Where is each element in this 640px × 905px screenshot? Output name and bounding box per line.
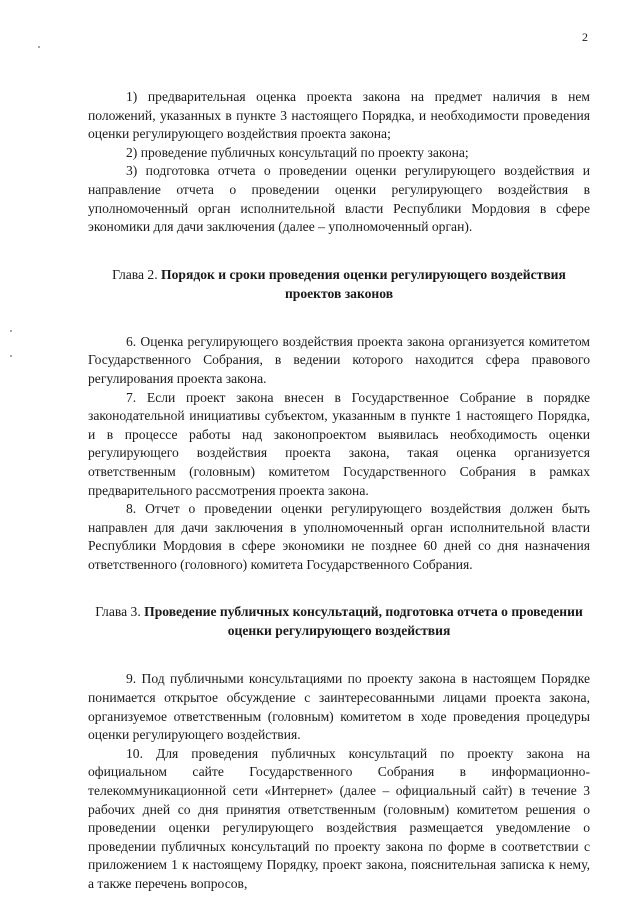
document-body [88, 88, 590, 894]
paragraph: 7. Если проект закона внесен в Государственное Собрание в порядке законодательной инициативы субъектом, указанным в пункте 1 настоящего Порядка, и в процессе работы над законопроектом выявилась необходимость оценки регулирующего воздействия проекта закона, такая оценка организуется ответственным (головным) комитетом Государственного Собрания в рамках предварительного рассмотрения проекта закона. [88, 389, 590, 498]
chapter-3-heading [88, 602, 590, 640]
paragraph: 8. Отчет о проведении оценки регулирующего воздействия должен быть направлен для дачи заключения в уполномоченный орган исполнительной власти Республики Мордовия в сфере экономики не позднее 60 дней со дня назначения ответственного (головного) комитета Государственного Собрания. [88, 501, 590, 572]
chapter-prefix: Глава 3. [95, 604, 145, 620]
scan-speck [10, 330, 12, 332]
paragraph: 6. Оценка регулирующего воздействия проекта закона организуется комитетом Государственного Собрания, в ведении которого находится сфера правового регулирования проекта закона. [88, 333, 590, 386]
list-item: 3) подготовка отчета о проведении оценки регулирующего воздействия и направление отчета о проведении оценки регулирующего воздействия в уполномоченный орган исполнительной власти Республики Мордовия в сфере экономики для дачи заключения (далее – уполномоченный орган). [88, 163, 590, 235]
paragraph: 9. Под публичными консультациями по проекту закона в настоящем Порядке понимается открытое обсуждение с заинтересованными лицами проекта закона, организуемое ответственным (головным) комитетом в ходе проведения процедуры оценки регулирующего воздействия. [88, 671, 590, 743]
chapter-title: Проведение публичных консультаций, подготовка отчета о проведении оценки регулирующего воздействия [144, 604, 583, 639]
list-item: 1) предварительная оценка проекта закона на предмет наличия в нем положений, указанных в пункте 3 настоящего Порядка, и необходимости проведения оценки регулирующего воздействия проекта закона; [88, 89, 590, 142]
paragraph: 10. Для проведения публичных консультаций по проекту закона на официальном сайте Государственного Собрания в информационно-телекоммуникационной сети «Интернет» (далее – официальный сайт) в течение 3 рабочих дней со дня принятия ответственным (головным) комитетом решения о проведении оценки регулирующего воздействия размещается уведомление о проведении публичных консультаций по проекту закона по форме в соответствии с приложением 1 к настоящему Порядку, проект закона, пояснительная записка к нему, а также перечень вопросов, [88, 745, 590, 891]
page-number: 2 [582, 30, 588, 44]
chapter-title: Порядок и сроки проведения оценки регулирующего воздействия проектов законов [161, 266, 566, 301]
scan-speck [38, 46, 40, 48]
chapter-prefix: Глава 2. [112, 266, 162, 282]
list-item: 2) проведение публичных консультаций по проекту закона; [126, 144, 469, 160]
scan-speck [10, 355, 12, 357]
chapter-2-heading [88, 265, 590, 303]
